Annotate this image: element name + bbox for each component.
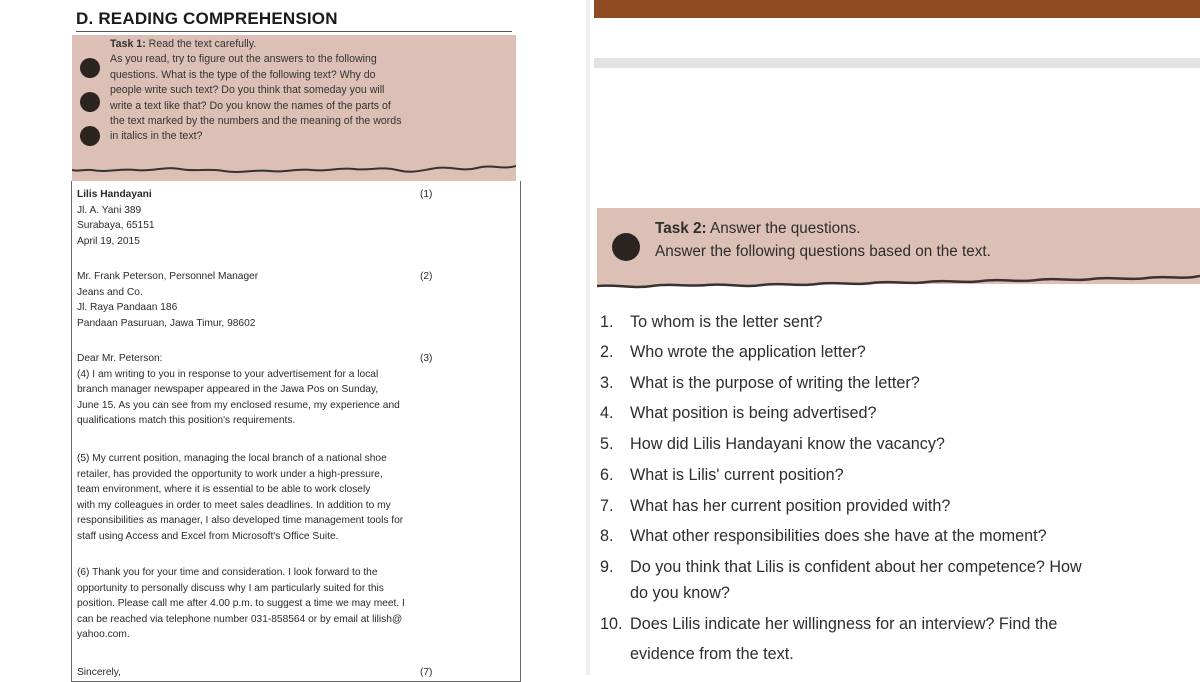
question-text: What position is being advertised?: [630, 404, 877, 422]
question-text: Who wrote the application letter?: [630, 343, 866, 361]
task1-line: the text marked by the numbers and the meaning of the words: [110, 115, 402, 128]
question-text: How did Lilis Handayani know the vacancy?: [630, 435, 945, 453]
recipient-line: Mr. Frank Peterson, Personnel Manager: [77, 271, 259, 282]
question-number: 3.: [600, 374, 614, 392]
letter-line: branch manager newspaper appeared in the Jawa Pos on Sunday,: [77, 384, 379, 396]
question-text: What is the purpose of writing the letter?: [630, 374, 920, 392]
question-text: do you know?: [630, 584, 730, 602]
question-text: What is Lilis' current position?: [630, 466, 844, 484]
letter-line: with my colleagues in order to meet sales deadlines. In addition to my: [77, 499, 391, 511]
question-number: 6.: [600, 466, 614, 484]
left-page: [0, 0, 590, 678]
task1-label: Task 1:: [110, 38, 146, 50]
letter-line: can be reached via telephone number 031-858564 or by email at lilish@: [77, 613, 403, 625]
question-number: 4.: [600, 404, 614, 422]
question-number: 5.: [600, 435, 614, 453]
letter-line: position. Please call me after 4.00 p.m. to suggest a time we may meet. I: [77, 598, 405, 610]
letter-line: staff using Access and Excel from Microsoft's Office Suite.: [77, 530, 339, 542]
marker-3: (3): [420, 353, 433, 364]
sender-block: [77, 187, 517, 249]
task1-text: [110, 37, 515, 145]
bullet-icon: [80, 92, 100, 112]
letter-line: opportunity to personally discuss why I am particularly suited for this: [77, 582, 384, 594]
question-text: Do you think that Lilis is confident about her competence? How: [630, 558, 1082, 576]
bullet-icon: [80, 126, 100, 146]
grey-bar: [594, 58, 1200, 68]
question-text: What has her current position provided with?: [630, 497, 951, 515]
marker-1: (1): [420, 189, 433, 200]
question-text: Does Lilis indicate her willingness for an interview? Find the: [630, 615, 1058, 633]
question-number: 2.: [600, 343, 614, 361]
closing-block: [77, 665, 517, 681]
recipient-line: Jeans and Co.: [77, 286, 143, 298]
question-number: 7.: [600, 497, 614, 515]
bullet-icon: [80, 58, 100, 78]
recipient-line: Jl. Raya Pandaan 186: [77, 302, 178, 314]
accent-bar: [594, 0, 1200, 18]
marker-2: (2): [420, 271, 433, 282]
task2-label: Task 2:: [655, 220, 707, 237]
sender-name: Lilis Handayani: [77, 189, 152, 200]
letter-line: (4) I am writing to you in response to your advertisement for a local: [77, 368, 379, 380]
body-p6: [77, 565, 517, 643]
question-text: evidence from the text.: [630, 645, 794, 663]
closing: Sincerely,: [77, 667, 121, 678]
task1-line: people write such text? Do you think that someday you will: [110, 84, 385, 97]
sender-line: Jl. A. Yani 389: [77, 204, 142, 216]
question-number: 1.: [600, 313, 614, 331]
task2-subtitle: Answer the following questions based on the text.: [655, 243, 991, 260]
question-text: To whom is the letter sent?: [630, 313, 823, 331]
recipient-line: Pandaan Pasuruan, Jawa Timur, 98602: [77, 317, 256, 329]
letter-line: team environment, where it is essential to be able to work closely: [77, 484, 371, 496]
task1-line: As you read, try to figure out the answers to the following: [110, 53, 377, 66]
letter-line: (6) Thank you for your time and consideration. I look forward to the: [77, 567, 378, 578]
task2-text: [655, 217, 991, 263]
question-text: What other responsibilities does she have at the moment?: [630, 527, 1047, 545]
marker-7: (7): [420, 667, 433, 678]
task1-line: questions. What is the type of the following text? Why do: [110, 68, 376, 81]
salutation: Dear Mr. Peterson:: [77, 353, 163, 364]
task1-line: write a text like that? Do you know the names of the parts of: [110, 99, 391, 112]
question-number: 10.: [600, 615, 623, 633]
sender-line: April 19, 2015: [77, 235, 140, 247]
body-p4: [77, 351, 517, 429]
question-number: 9.: [600, 558, 614, 576]
sender-line: Surabaya, 65151: [77, 220, 155, 232]
letter-line: yahoo.com.: [77, 629, 130, 641]
torn-edge-task2: [597, 270, 1200, 294]
bullet-icon: [612, 233, 640, 261]
recipient-block: [77, 269, 517, 331]
letter-line: retailer, has provided the opportunity to work under a high-pressure,: [77, 468, 383, 480]
letter-line: responsibilities as manager, I also developed time management tools for: [77, 515, 404, 527]
task1-title: Read the text carefully.: [145, 38, 257, 50]
section-title: D. READING COMPREHENSION: [76, 9, 338, 28]
letter-box: [71, 181, 521, 682]
letter-line: (5) My current position, managing the local branch of a national shoe: [77, 453, 387, 464]
page-divider: [586, 0, 590, 675]
letter-line: June 15. As you can see from my enclosed resume, my experience and: [77, 399, 400, 411]
task1-line: in italics in the text?: [110, 130, 203, 143]
question-number: 8.: [600, 527, 614, 545]
task2-title: Answer the questions.: [706, 220, 861, 237]
letter-line: qualifications match this position's requirements.: [77, 415, 296, 427]
section-rule: [76, 31, 512, 32]
body-p5: [77, 451, 517, 545]
